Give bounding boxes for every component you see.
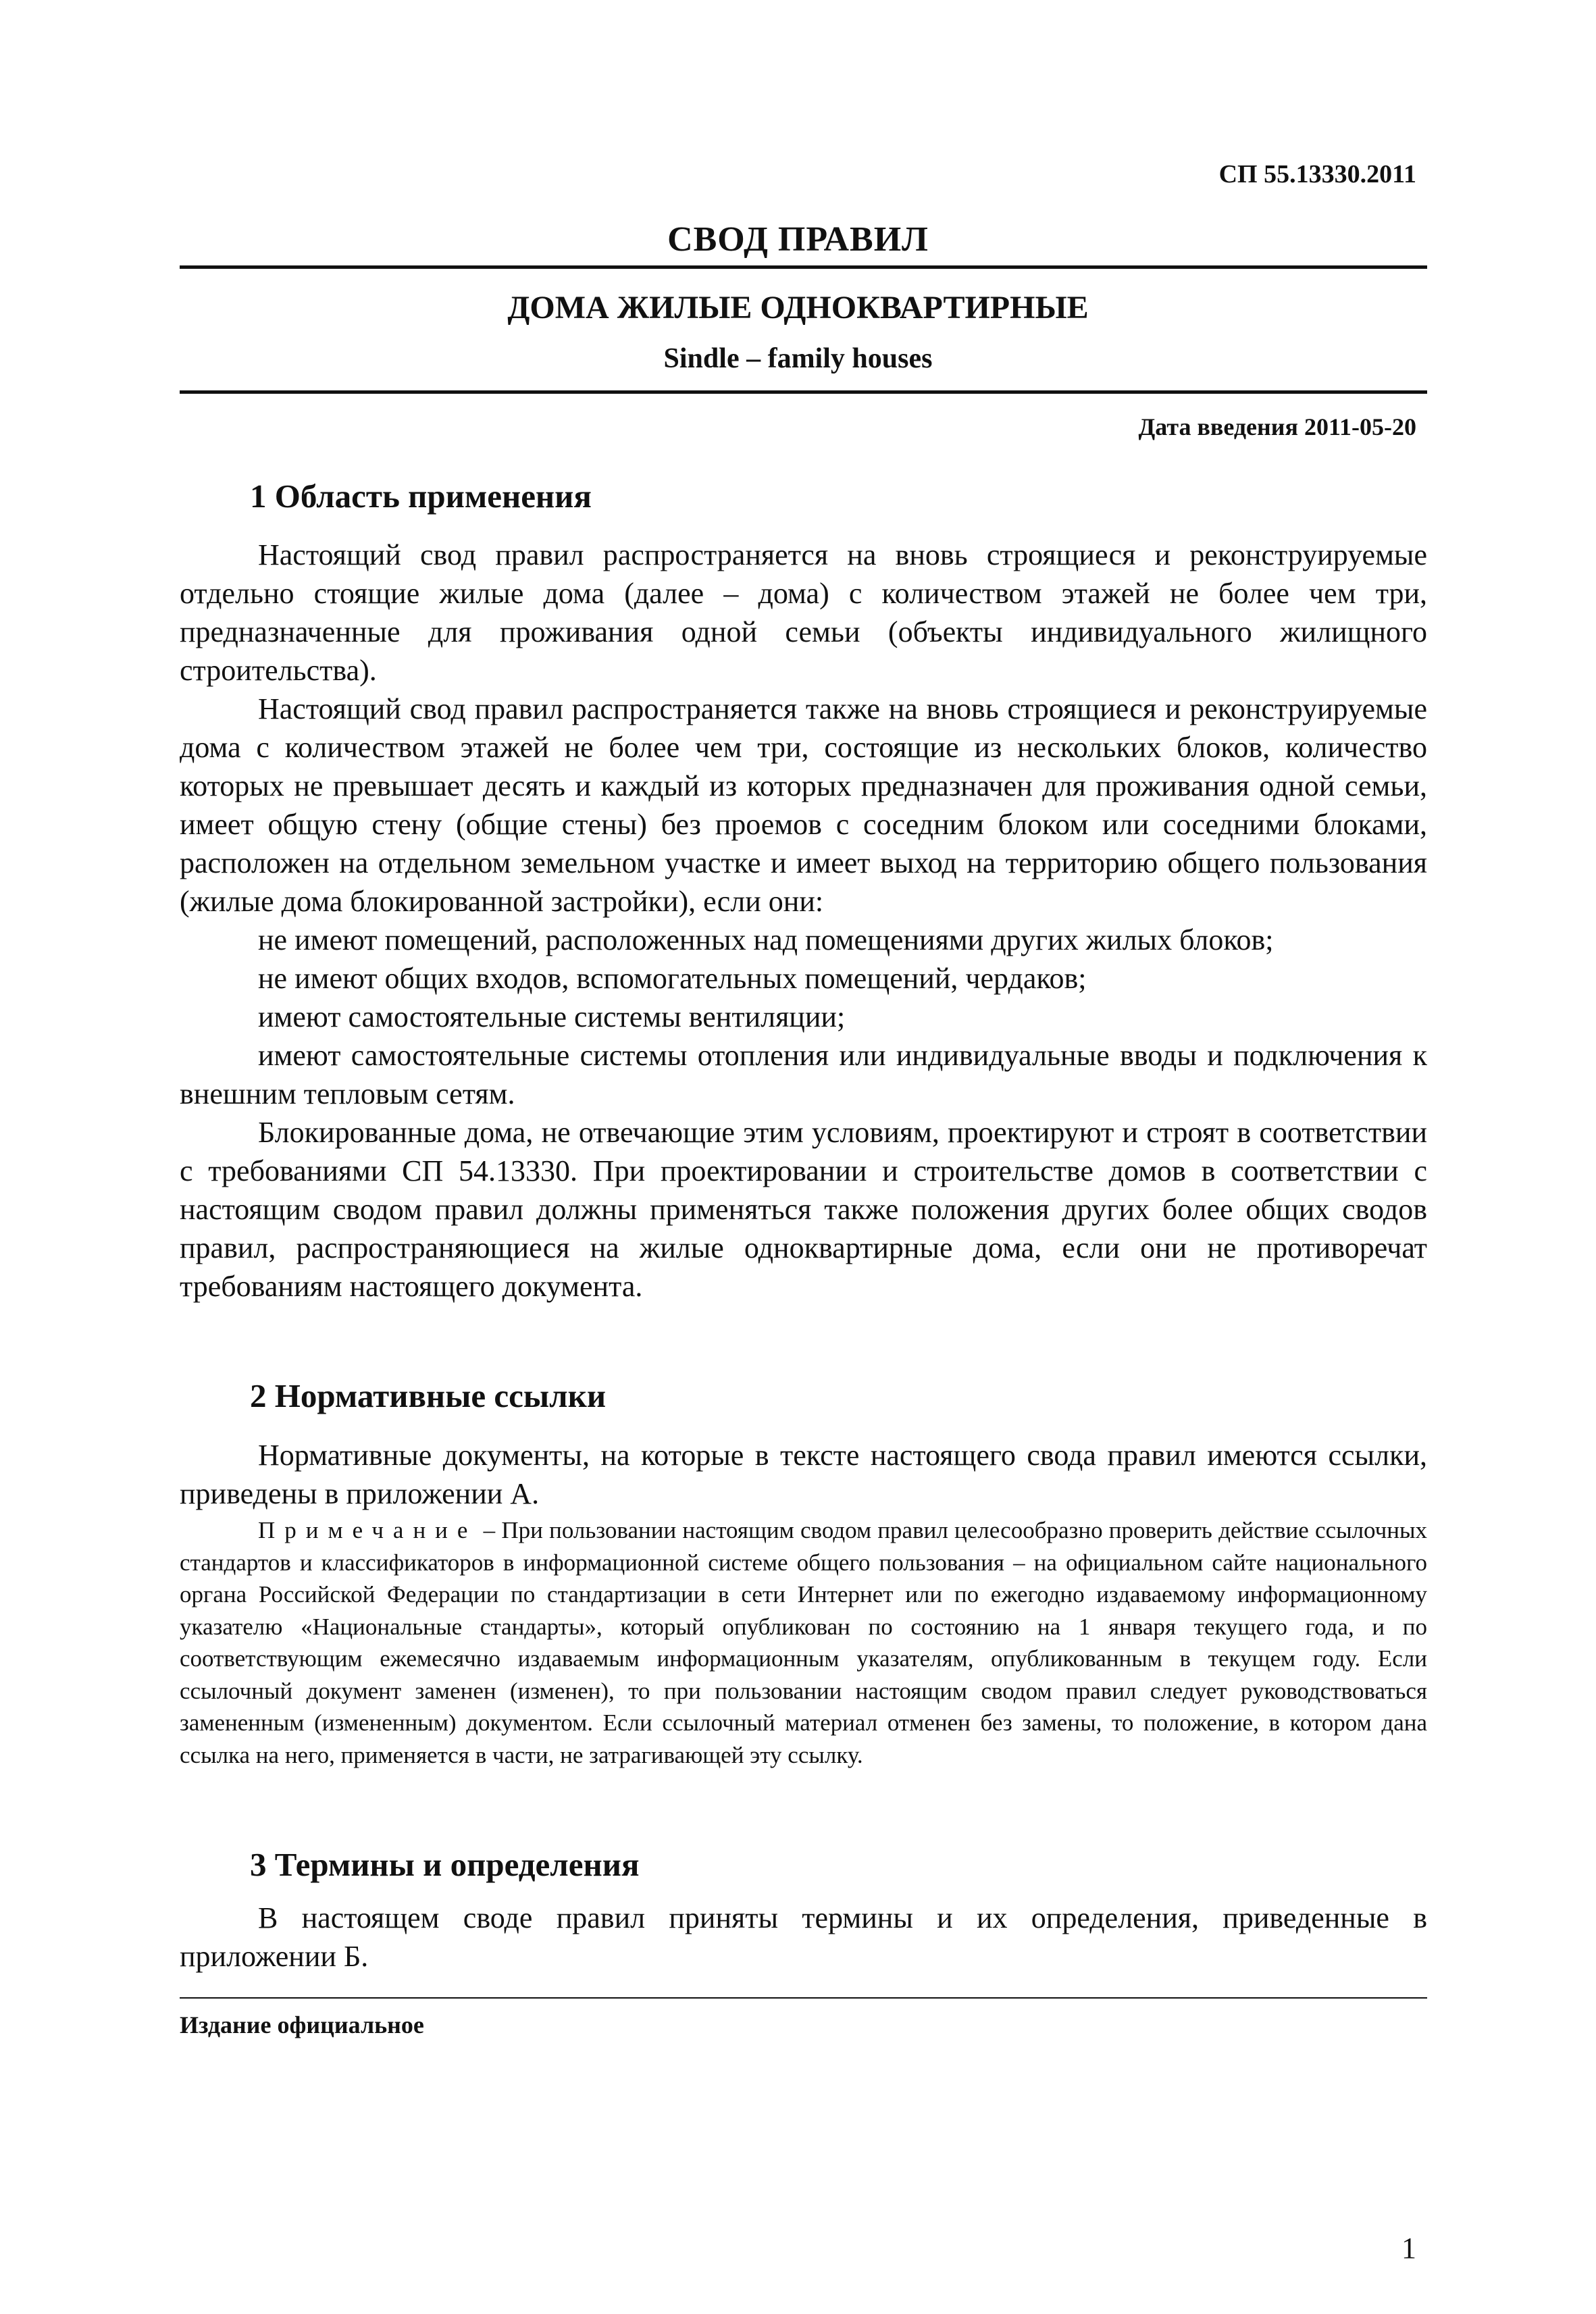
section-2-heading: 2 Нормативные ссылки xyxy=(250,1377,607,1414)
list-item: имеют самостоятельные системы вентиляции; xyxy=(258,1000,846,1033)
page-number: 1 xyxy=(1401,2232,1416,2265)
paragraph: Нормативные документы, на которые в тексте настоящего свода правил имеются ссылки, приведены в приложении А. xyxy=(180,1439,1427,1510)
note-text: – При пользовании настоящим сводом правил целесообразно проверить действие ссылочных стандартов и классификаторов в информационной системе общего пользования – на официальном сайте национального органа Российской Федерации по стандартизации в сети Интернет или по ежегодно издаваемому информационному указателю «Национальные стандарты», который опубликован по состоянию на 1 января текущего года, и по соответствующим ежемесячно издаваемым информационным указателям, опубликованным в текущем году. Если ссылочный документ заменен (изменен), то при пользовании настоящим сводом правил следует руководствоваться замененным (измененным) документом. Если ссылочный материал отменен без замены, то положение, в котором дана ссылка на него, применяется в части, не затрагивающей эту ссылку. xyxy=(180,1517,1427,1768)
section-3-heading: 3 Термины и определения xyxy=(250,1846,640,1883)
document-subtitle-en: Sindle – family houses xyxy=(663,343,933,374)
header-rule xyxy=(180,390,1427,394)
list-item: не имеют общих входов, вспомогательных помещений, чердаков; xyxy=(258,962,1087,995)
title-rule xyxy=(180,265,1427,269)
note-label: Примечание xyxy=(258,1517,478,1543)
section-3-body xyxy=(180,1899,1427,1976)
section-1-body xyxy=(180,536,1427,1306)
edition-label: Издание официальное xyxy=(180,2011,424,2038)
paragraph: В настоящем своде правил приняты термины и их определения, приведенные в приложении Б. xyxy=(180,1901,1427,1973)
note-block xyxy=(180,1514,1427,1771)
intro-date: Дата введения 2011-05-20 xyxy=(1138,413,1416,440)
paragraph: Блокированные дома, не отвечающие этим условиям, проектируют и строят в соответствии с требованиями СП 54.13330. При проектировании и строительстве домов в соответствии с настоящим сводом правил должны применяться также положения других более общих сводов правил, распространяющиеся на жилые одноквартирные дома, если они не противоречат требованиям настоящего документа. xyxy=(180,1116,1427,1303)
document-subtitle: ДОМА ЖИЛЫЕ ОДНОКВАРТИРНЫЕ xyxy=(507,290,1089,326)
paragraph: Настоящий свод правил распространяется также на вновь строящиеся и реконструируемые дома с количеством этажей не более чем три, состоящие из нескольких блоков, количество которых не превышает десять и каждый из которых предназначен для проживания одной семьи, имеет общую стену (общие стены) без проемов с соседним блоком или соседними блоками, расположен на отдельном земельном участке и имеет выход на территорию общего пользования (жилые дома блокированной застройки), если они: xyxy=(180,692,1427,918)
list-item: не имеют помещений, расположенных над помещениями других жилых блоков; xyxy=(258,923,1274,956)
document-code: СП 55.13330.2011 xyxy=(1218,160,1416,188)
document-title: СВОД ПРАВИЛ xyxy=(667,220,929,259)
section-2-body xyxy=(180,1436,1427,1513)
paragraph: Настоящий свод правил распространяется на вновь строящиеся и реконструируемые отдельно стоящие жилые дома (далее – дома) с количеством этажей не более чем три, предназначенные для проживания одной семьи (объекты индивидуального жилищного строительства). xyxy=(180,538,1427,687)
list-item: имеют самостоятельные системы отопления или индивидуальные вводы и подключения к внешним тепловым сетям. xyxy=(180,1039,1427,1110)
section-1-heading: 1 Область применения xyxy=(250,478,592,515)
footer-rule xyxy=(180,1997,1427,1999)
